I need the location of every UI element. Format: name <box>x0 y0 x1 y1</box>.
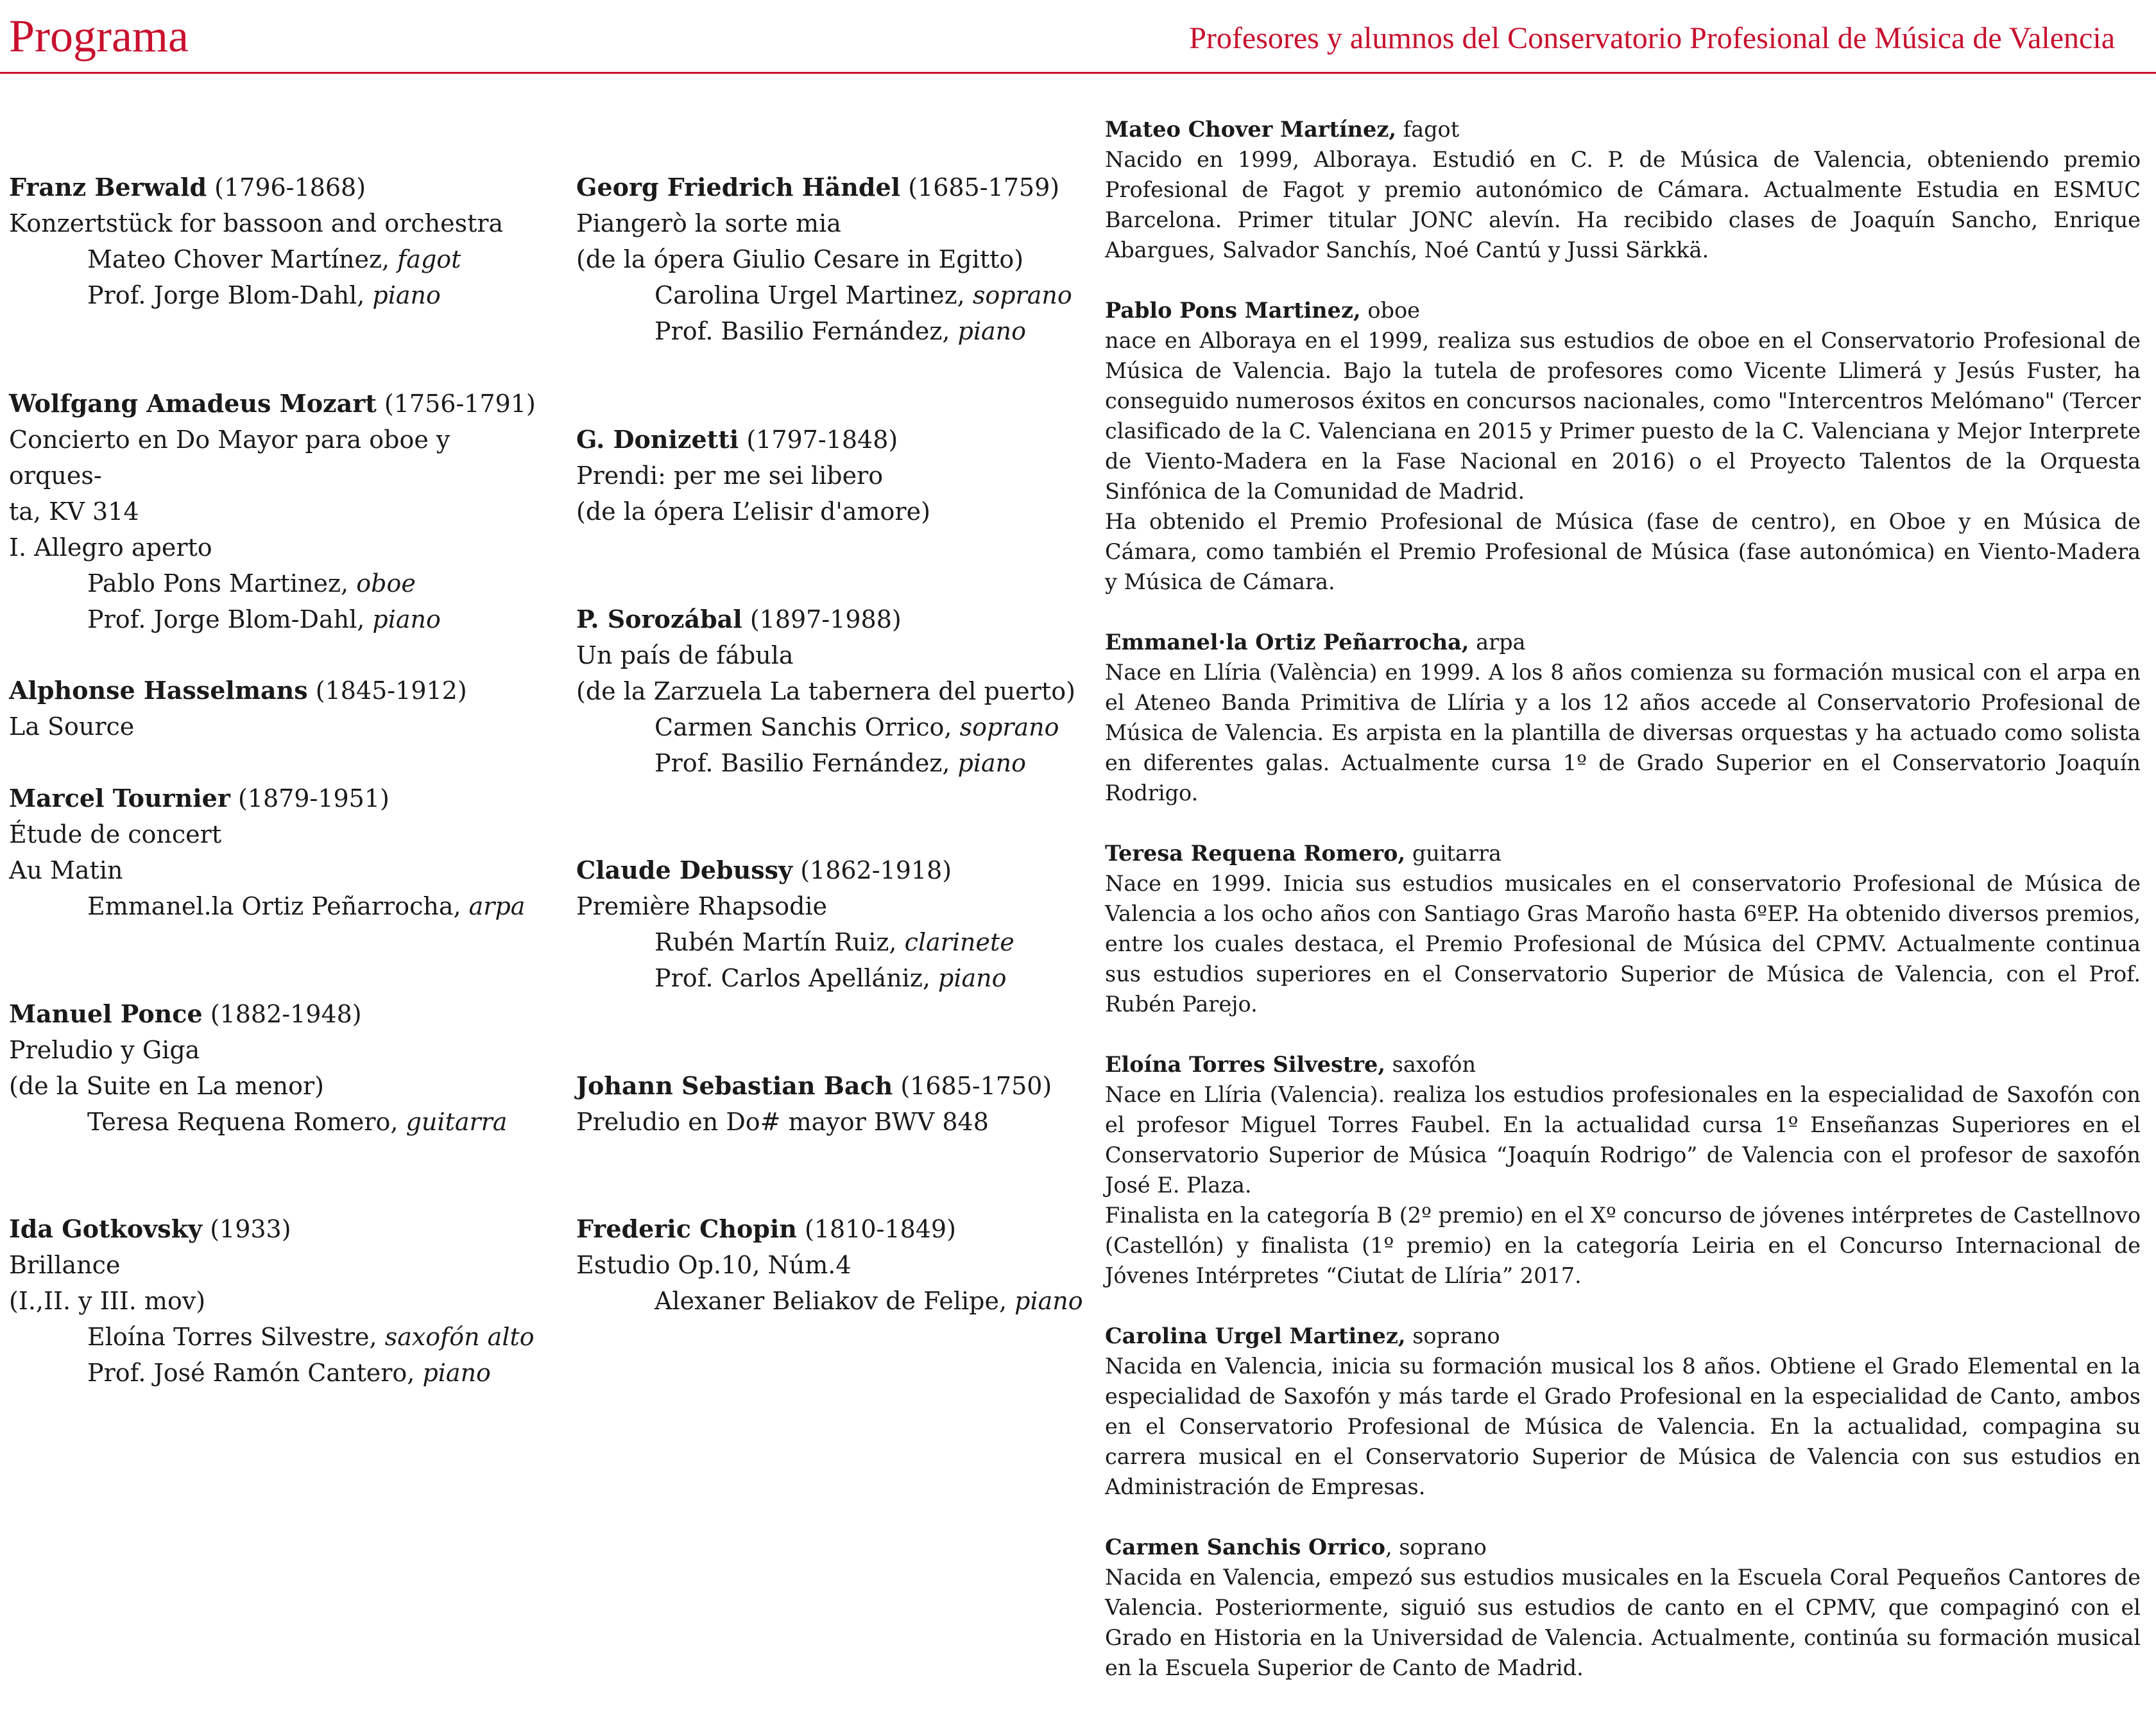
bio-name: Carolina Urgel Martinez, <box>1105 1323 1406 1348</box>
performer-role: saxofón alto <box>384 1323 535 1351</box>
performer <box>9 601 548 637</box>
performer <box>9 1104 548 1140</box>
composer-line <box>576 1068 1096 1104</box>
performer <box>576 924 1096 960</box>
bio-instrument: oboe <box>1367 298 1420 323</box>
bio-entry <box>1105 1321 2141 1502</box>
bio-instrument: , soprano <box>1385 1535 1487 1560</box>
bio-text: Nacido en 1999, Alboraya. Estudió en C. P. de Música de Valencia, obteniendo premio Profesional de Fagot y premio autonómico de Cámara. Actualmente Estudia en ESMUC Barcelona. Primer titular JONC alevín. Ha recibido clases de Joaquín Sancho, Enrique Abargues, Salvador Sanchís, Noé Cantú y Jussi Särkkä. <box>1105 147 2141 263</box>
bio-name: Teresa Requena Romero, <box>1105 841 1406 866</box>
performer-role: soprano <box>959 713 1059 741</box>
biographies-column <box>1105 114 2141 1713</box>
bio-text: Nacida en Valencia, inicia su formación musical los 8 años. Obtiene el Grado Elemental en la especialidad de Saxofón y más tarde el Grado Profesional en la especialidad de Canto, ambos en el Conservatorio Profesional de Música de Valencia. En la actualidad, compagina su carrera musical en el Conservatorio Superior de Música de Valencia con sus estudios en Administración de Empresas. <box>1105 1354 2141 1499</box>
bio-entry <box>1105 295 2141 597</box>
performer-role: piano <box>938 964 1007 992</box>
composer-line <box>9 780 548 816</box>
performer-name: Emmanel.la Ortiz Peñarrocha, <box>87 892 461 920</box>
work-subtitle: (de la Suite en La menor) <box>9 1072 324 1100</box>
performer-name: Carmen Sanchis Orrico, <box>654 713 952 741</box>
composer-name: Georg Friedrich Händel <box>576 173 901 202</box>
performer-role: piano <box>422 1359 491 1387</box>
performer-name: Prof. Jorge Blom-Dahl, <box>87 605 365 633</box>
composer-name: P. Sorozábal <box>576 605 742 633</box>
composer-line <box>9 386 548 422</box>
performer-name: Rubén Martín Ruiz, <box>654 928 897 956</box>
work-title: Preludio en Do# mayor BWV 848 <box>576 1108 989 1136</box>
performer-role: guitarra <box>406 1108 508 1136</box>
bio-instrument: arpa <box>1476 630 1526 655</box>
composer-dates: (1797-1848) <box>746 426 898 454</box>
bio-text: Nacida en Valencia, empezó sus estudios musicales en la Escuela Coral Pequeños Cantores de Valencia. Posteriormente, siguió sus estudios de canto en el CPMV, que compaginó con el Grado en Historia en la Universidad de Valencia. Actualmente, continúa su formación musical en la Escuela Superior de Canto de Madrid. <box>1105 1565 2141 1680</box>
work-title: Étude de concert <box>9 820 222 848</box>
composer-line <box>576 852 1096 888</box>
composer-name: Marcel Tournier <box>9 784 230 813</box>
program-item <box>9 386 548 637</box>
work-movement: I. Allegro aperto <box>9 533 212 562</box>
composer-line <box>9 996 548 1032</box>
performer-role: fagot <box>397 245 461 273</box>
performer <box>9 241 548 277</box>
program-item <box>9 673 548 745</box>
program-item <box>9 169 548 313</box>
bio-text: Ha obtenido el Premio Profesional de Música (fase de centro), en Oboe y en Música de Cámara, como también el Premio Profesional de Música (fase autonómica) en Viento-Madera y Música de Cámara. <box>1105 509 2141 594</box>
bio-name: Carmen Sanchis Orrico <box>1105 1535 1386 1560</box>
performer-role: piano <box>372 605 441 633</box>
bio-name: Pablo Pons Martinez, <box>1105 298 1361 323</box>
performer-name: Eloína Torres Silvestre, <box>87 1323 377 1351</box>
performer <box>9 888 548 924</box>
performer <box>576 960 1096 996</box>
work-title: Konzertstück for bassoon and orchestra <box>9 209 504 237</box>
bio-heading <box>1105 114 2141 144</box>
bio-entry <box>1105 114 2141 265</box>
composer-name: Alphonse Hasselmans <box>9 676 308 705</box>
bio-name: Emmanel·la Ortiz Peñarrocha, <box>1105 630 1469 655</box>
composer-dates: (1933) <box>210 1215 291 1243</box>
work-title: ta, KV 314 <box>9 497 139 526</box>
performer <box>9 565 548 601</box>
program-item <box>9 780 548 924</box>
performer-name: Prof. Carlos Apellániz, <box>654 964 930 992</box>
work-title: Preludio y Giga <box>9 1036 200 1064</box>
bio-entry <box>1105 838 2141 1019</box>
bio-instrument: guitarra <box>1412 841 1502 866</box>
composer-line <box>576 601 1096 637</box>
bio-entry <box>1105 1532 2141 1683</box>
bio-text: nace en Alboraya en el 1999, realiza sus estudios de oboe en el Conservatorio Profesional de Música de Valencia. Bajo la tutela de profesores como Vicente Llimerá y Jesús Fuster, ha conseguido numerosos éxitos en concursos nacionales, como "Intercentros Melómano" (Tercer clasificado de la C. Valenciana en 2015 y Primer puesto de la C. Valenciana y Mejor Interprete de Viento-Madera en la Fase Nacional en 2016) o el Proyecto Talentos de la Orquesta Sinfónica de la Comunidad de Madrid. <box>1105 328 2141 504</box>
composer-dates: (1845-1912) <box>315 676 467 705</box>
work-title: Estudio Op.10, Núm.4 <box>576 1251 851 1279</box>
program-item <box>576 1068 1096 1140</box>
work-title: Au Matin <box>9 856 123 884</box>
composer-dates: (1862-1918) <box>800 856 952 884</box>
composer-line <box>9 673 548 709</box>
work-subtitle: (de la ópera L’elisir d'amore) <box>576 497 930 526</box>
bio-heading <box>1105 295 2141 325</box>
header-divider <box>0 72 2156 74</box>
program-item <box>576 169 1096 349</box>
performer <box>9 1319 548 1355</box>
performer-name: Alexaner Beliakov de Felipe, <box>654 1287 1007 1315</box>
performer-role: piano <box>372 281 441 309</box>
program-item <box>9 1211 548 1391</box>
composer-name: Ida Gotkovsky <box>9 1214 203 1243</box>
program-item <box>576 1211 1096 1319</box>
page-title: Programa <box>9 10 189 62</box>
performer <box>576 745 1096 781</box>
composer-line <box>9 169 548 205</box>
bio-text: Nace en Llíria (Valencia). realiza los estudios profesionales en la especialidad de Saxofón con el profesor Miguel Torres Faubel. En la actualidad cursa 1º Enseñanzas Superiores en el Conservatorio Superior de Música “Joaquín Rodrigo” de Valencia con el profesor de saxofón José E. Plaza. <box>1105 1082 2141 1198</box>
performer-name: Prof. Basilio Fernández, <box>654 749 950 777</box>
composer-name: Johann Sebastian Bach <box>576 1071 893 1100</box>
performer <box>9 277 548 313</box>
bio-heading <box>1105 1049 2141 1080</box>
program-item <box>576 601 1096 781</box>
bio-heading <box>1105 838 2141 868</box>
bio-heading <box>1105 627 2141 657</box>
performer-role: piano <box>1014 1287 1083 1315</box>
work-title: Un país de fábula <box>576 641 794 669</box>
composer-line <box>9 1211 548 1247</box>
performer <box>9 1355 548 1391</box>
program-item <box>576 422 1096 529</box>
composer-name: Wolfgang Amadeus Mozart <box>9 389 377 418</box>
bio-name: Mateo Chover Martínez, <box>1105 117 1397 142</box>
performer-name: Prof. José Ramón Cantero, <box>87 1359 415 1387</box>
composer-dates: (1685-1750) <box>900 1072 1052 1100</box>
performer <box>576 709 1096 745</box>
composer-line <box>576 422 1096 458</box>
composer-line <box>576 1211 1096 1247</box>
composer-dates: (1796-1868) <box>214 173 366 202</box>
program-item <box>9 996 548 1140</box>
composer-name: Frederic Chopin <box>576 1214 797 1243</box>
performer <box>576 1283 1096 1319</box>
performer-name: Mateo Chover Martínez, <box>87 245 390 273</box>
performer <box>576 277 1096 313</box>
composer-name: Franz Berwald <box>9 173 207 202</box>
bio-heading <box>1105 1532 2141 1562</box>
performer-role: arpa <box>468 892 526 920</box>
bio-text: Nace en 1999. Inicia sus estudios musicales en el conservatorio Profesional de Música de Valencia a los ocho años con Santiago Gras Maroño hasta 6ºEP. Ha obtenido diversos premios, entre los cuales destaca, el Premio Profesional de Música del CPMV. Actualmente continua sus estudios superiores en el Conservatorio Superior de Música de Valencia, con el Prof. Rubén Parejo. <box>1105 871 2141 1017</box>
bio-heading <box>1105 1321 2141 1351</box>
work-title: Prendi: per me sei libero <box>576 461 884 490</box>
composer-dates: (1879-1951) <box>237 784 389 813</box>
work-subtitle: (de la Zarzuela La tabernera del puerto) <box>576 677 1075 705</box>
work-title: Première Rhapsodie <box>576 892 828 920</box>
bio-instrument: saxofón <box>1392 1052 1476 1077</box>
bio-instrument: fagot <box>1403 117 1460 142</box>
performer-role: piano <box>957 749 1027 777</box>
bio-name: Eloína Torres Silvestre, <box>1105 1052 1386 1077</box>
performer-name: Teresa Requena Romero, <box>87 1108 398 1136</box>
work-title: Piangerò la sorte mia <box>576 209 841 237</box>
performer-name: Carolina Urgel Martinez, <box>654 281 965 309</box>
work-title: Brillance <box>9 1251 121 1279</box>
composer-name: Manuel Ponce <box>9 999 203 1028</box>
bio-entry <box>1105 627 2141 808</box>
composer-dates: (1897-1988) <box>749 605 902 633</box>
performer-role: clarinete <box>904 928 1014 956</box>
performer <box>576 313 1096 349</box>
composer-name: G. Donizetti <box>576 425 739 454</box>
composer-dates: (1882-1948) <box>210 1000 362 1028</box>
composer-name: Claude Debussy <box>576 856 793 884</box>
page-subtitle: Profesores y alumnos del Conservatorio Profesional de Música de Valencia <box>1189 21 2115 55</box>
program-item <box>576 852 1096 996</box>
composer-dates: (1756-1791) <box>384 390 536 418</box>
work-title: La Source <box>9 712 135 741</box>
bio-instrument: soprano <box>1412 1323 1500 1348</box>
performer-name: Prof. Jorge Blom-Dahl, <box>87 281 365 309</box>
composer-dates: (1685-1759) <box>908 173 1060 202</box>
performer-role: oboe <box>356 569 416 598</box>
work-subtitle: (de la ópera Giulio Cesare in Egitto) <box>576 245 1024 273</box>
composer-line <box>576 169 1096 205</box>
performer-name: Pablo Pons Martinez, <box>87 569 349 598</box>
work-movement: (I.,II. y III. mov) <box>9 1287 206 1315</box>
bio-text: Nace en Llíria (València) en 1999. A los 8 años comienza su formación musical con el arpa en el Ateneo Banda Primitiva de Llíria y a los 12 años accede al Conservatorio Profesional de Música de Valencia. Es arpista en la plantilla de diversas orquestas y ha actuado como solista en diferentes galas. Actualmente cursa 1º de Grado Superior en el Conservatorio Joaquín Rodrigo. <box>1105 660 2141 805</box>
performer-role: piano <box>957 317 1027 345</box>
bio-entry <box>1105 1049 2141 1291</box>
bio-text: Finalista en la categoría B (2º premio) en el Xº concurso de jóvenes intérpretes de Castellnovo (Castellón) y finalista (1º premio) en la categoría Leiria en el Concurso Internacional de Jóvenes Intérpretes “Ciutat de Llíria” 2017. <box>1105 1203 2141 1288</box>
performer-role: soprano <box>972 281 1072 309</box>
composer-dates: (1810-1849) <box>805 1215 956 1243</box>
work-title: Concierto en Do Mayor para oboe y orques- <box>9 426 450 490</box>
performer-name: Prof. Basilio Fernández, <box>654 317 950 345</box>
